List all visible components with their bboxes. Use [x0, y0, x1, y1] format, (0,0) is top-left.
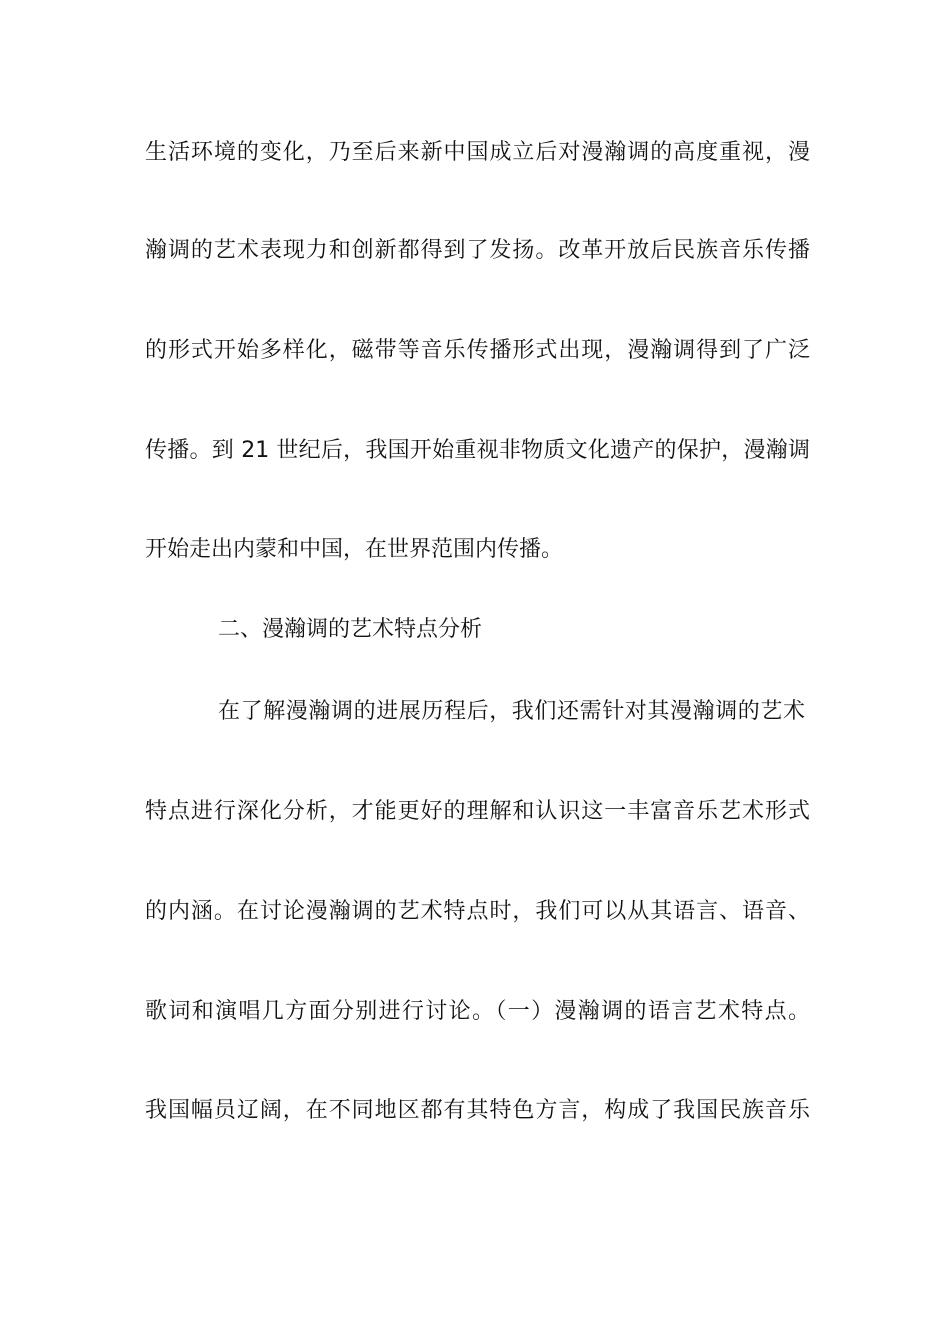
paragraph-line: 的内涵。在讨论漫瀚调的艺术特点时，我们可以从其语言、语音、: [145, 899, 810, 924]
paragraph-line: 歌词和演唱几方面分别进行讨论。（一）漫瀚调的语言艺术特点。: [145, 999, 810, 1024]
paragraph-line: 开始走出内蒙和中国，在世界范围内传播。: [145, 537, 564, 562]
paragraph-line: 生活环境的变化，乃至后来新中国成立后对漫瀚调的高度重视，漫: [145, 140, 810, 165]
paragraph-line: 传播。到 21 世纪后，我国开始重视非物质文化遗产的保护，漫瀚调: [145, 438, 810, 463]
paragraph-line: 我国幅员辽阔，在不同地区都有其特色方言，构成了我国民族音乐: [145, 1098, 810, 1123]
section-heading: 二、漫瀚调的艺术特点分析: [218, 617, 483, 642]
paragraph-line: 在了解漫瀚调的进展历程后，我们还需针对其漫瀚调的艺术: [218, 699, 805, 724]
paragraph-line: 特点进行深化分析，才能更好的理解和认识这一丰富音乐艺术形式: [145, 799, 810, 824]
paragraph-line: 的形式开始多样化，磁带等音乐传播形式出现，漫瀚调得到了广泛: [145, 338, 810, 363]
paragraph-line: 瀚调的艺术表现力和创新都得到了发扬。改革开放后民族音乐传播: [145, 238, 810, 263]
